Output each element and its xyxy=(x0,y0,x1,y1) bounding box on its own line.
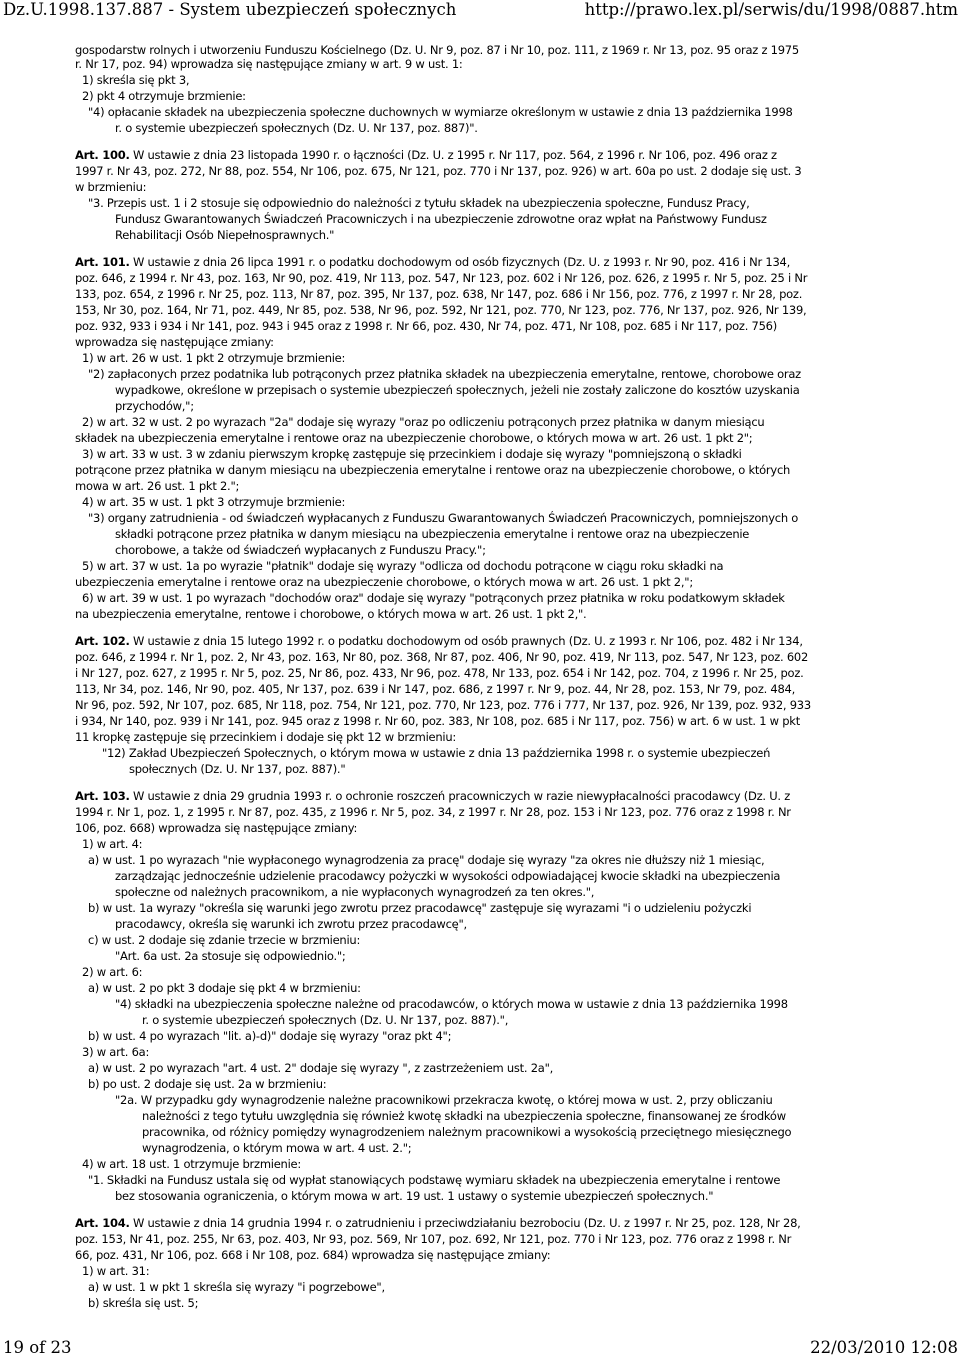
line-text: b) skreśla się ust. 5; xyxy=(88,1296,199,1310)
article-heading-line xyxy=(75,1216,801,1230)
body-text-line xyxy=(142,1125,791,1139)
line-text: chorobowe, a także od świadczeń wypłacanych z Funduszu Pracy."; xyxy=(115,543,486,557)
line-text: potrącone przez płatnika w danym miesiącu na ubezpieczenia emerytalne i rentowe oraz na ubezpieczenie chorobowe, o których xyxy=(75,463,791,477)
body-text-line xyxy=(75,698,811,712)
line-text: 1) w art. 31: xyxy=(82,1264,150,1278)
line-text: b) w ust. 4 po wyrazach "lit. a)-d)" dodaje się wyrazy "oraz pkt 4"; xyxy=(88,1029,452,1043)
body-text-line xyxy=(88,1029,451,1043)
article-number: Art. 104. xyxy=(75,1216,130,1230)
line-text: zarządzając jednocześnie udzielenie pracodawcy pożyczki w wysokości odpowiadającej kwocie składki na ubezpieczenia xyxy=(115,869,781,883)
article-number: Art. 100. xyxy=(75,148,130,162)
body-text-line xyxy=(75,575,693,589)
line-text: "4) opłacanie składek na ubezpieczenia społeczne duchownych w wymiarze określonym w ustawie z dnia 13 października 1998 xyxy=(88,105,793,119)
body-text-line xyxy=(129,762,345,776)
body-text-line xyxy=(115,949,346,963)
body-text-line xyxy=(88,511,798,525)
body-text-line xyxy=(102,746,770,760)
line-text: "12) Zakład Ubezpieczeń Społecznych, o którym mowa w ustawie z dnia 13 października 1998 r. o systemie ubezpieczeń xyxy=(102,746,771,760)
line-text: 4) w art. 35 w ust. 1 pkt 3 otrzymuje brzmienie: xyxy=(82,495,346,509)
body-text-line xyxy=(115,383,800,397)
body-text-line xyxy=(115,228,334,242)
line-text: "4) składki na ubezpieczenia społeczne należne od pracodawców, o których mowa w ustawie z dnia 13 października 1998 xyxy=(115,997,788,1011)
line-text: a) w ust. 1 w pkt 1 skreśla się wyrazy "i pogrzebowe", xyxy=(88,1280,385,1294)
body-text-line xyxy=(88,1061,553,1075)
line-text: przychodów,"; xyxy=(115,399,194,413)
body-text-line xyxy=(115,885,594,899)
line-text: 2) w art. 6: xyxy=(82,965,143,979)
body-text-line xyxy=(75,666,804,680)
body-text-line xyxy=(75,335,274,349)
body-text-line xyxy=(82,837,142,851)
body-text-line xyxy=(115,869,780,883)
line-text: i Nr 127, poz. 627, z 1995 r. Nr 5, poz. 25, Nr 86, poz. 433, Nr 96, poz. 478, Nr 133, poz. 654 i Nr 142, poz. 704, z 1996 r. Nr 25, poz. xyxy=(75,666,804,680)
line-text: mowa w art. 26 ust. 1 pkt 2."; xyxy=(75,479,240,493)
line-text: 2) pkt 4 otrzymuje brzmienie: xyxy=(82,89,246,103)
body-text-line xyxy=(82,415,764,429)
body-text-line xyxy=(75,1248,550,1262)
line-text: 1) skreśla się pkt 3, xyxy=(82,73,190,87)
line-text: 5) w art. 37 w ust. 1a po wyrazie "płatnik" dodaje się wyrazy "odlicza od dochodu potrącone w ciągu roku składki na xyxy=(82,559,724,573)
body-text-line xyxy=(75,1232,791,1246)
line-text: 133, poz. 654, z 1996 r. Nr 25, poz. 113, Nr 87, poz. 395, Nr 137, poz. 638, Nr 147, poz. 686 i Nr 156, poz. 776, z 1997 r. Nr 28, poz. xyxy=(75,287,803,301)
body-text-line xyxy=(115,543,486,557)
body-text-line xyxy=(142,1109,786,1123)
line-text: W ustawie z dnia 29 grudnia 1993 r. o ochronie roszczeń pracowniczych w razie niewypłacalności pracodawcy (Dz. U. z xyxy=(129,789,790,803)
body-text-line xyxy=(88,196,750,210)
line-text: pracownika, od różnicy pomiędzy wynagrodzeniem należnym pracownikowi a wysokością przeciętnego miesięcznego xyxy=(142,1125,792,1139)
body-text-line xyxy=(75,821,357,835)
line-text: 2) w art. 32 w ust. 2 po wyrazach "2a" dodaje się wyrazy "oraz po odliczeniu potrąconych przez płatnika w danym miesiącu xyxy=(82,415,765,429)
body-text-line xyxy=(75,682,795,696)
line-text: społecznych (Dz. U. Nr 137, poz. 887)." xyxy=(129,762,346,776)
line-text: W ustawie z dnia 23 listopada 1990 r. o łączności (Dz. U. z 1995 r. Nr 117, poz. 564, z 1996 r. Nr 106, poz. 496 oraz z xyxy=(129,148,777,162)
body-text-line xyxy=(75,805,791,819)
line-text: Rehabilitacji Osób Niepełnosprawnych." xyxy=(115,228,335,242)
body-text-line xyxy=(88,367,801,381)
page-counter: 19 of 23 xyxy=(3,1338,72,1357)
body-text-line xyxy=(75,730,456,744)
line-text: 113, Nr 34, poz. 146, Nr 90, poz. 405, Nr 137, poz. 639 i Nr 147, poz. 686, z 1997 r. Nr 9, poz. 44, Nr 28, poz. 153, Nr 79, poz. 484, xyxy=(75,682,796,696)
body-text-line xyxy=(82,591,785,605)
line-text: 1) w art. 4: xyxy=(82,837,143,851)
line-text: W ustawie z dnia 14 grudnia 1994 r. o zatrudnieniu i przeciwdziałaniu bezrobociu (Dz. U. z 1997 r. Nr 25, poz. 128, Nr 28, xyxy=(129,1216,801,1230)
article-heading-line xyxy=(75,789,790,803)
line-text: r. o systemie ubezpieczeń społecznych (Dz. U. Nr 137, poz. 887)". xyxy=(115,121,478,135)
line-text: b) po ust. 2 dodaje się ust. 2a w brzmieniu: xyxy=(88,1077,327,1091)
body-text-line xyxy=(75,479,239,493)
body-text-line xyxy=(75,271,807,285)
body-text-line xyxy=(88,981,361,995)
print-datetime: 22/03/2010 12:08 xyxy=(810,1338,958,1357)
body-text-line xyxy=(75,164,802,178)
article-number: Art. 101. xyxy=(75,255,130,269)
article-heading-line xyxy=(75,148,777,162)
line-text: wypadkowe, określone w przepisach o systemie ubezpieczeń społecznych, jeżeli nie zostały zaliczone do kosztów uzyskania xyxy=(115,383,800,397)
body-text-line xyxy=(115,1093,773,1107)
body-text-line xyxy=(82,1045,149,1059)
body-text-line xyxy=(75,431,752,445)
body-text-line xyxy=(82,1157,301,1171)
body-text-line xyxy=(82,89,246,103)
article-number: Art. 102. xyxy=(75,634,130,648)
line-text: a) w ust. 2 po pkt 3 dodaje się pkt 4 w brzmieniu: xyxy=(88,981,361,995)
article-heading-line xyxy=(75,634,803,648)
body-text-line xyxy=(82,965,142,979)
line-text: gospodarstw rolnych i utworzeniu Funduszu Kościelnego (Dz. U. Nr 9, poz. 87 i Nr 10, poz. 111, z 1969 r. Nr 13, poz. 95 oraz z 1975 xyxy=(75,43,799,57)
line-text: wprowadza się następujące zmiany: xyxy=(75,335,274,349)
body-text-line xyxy=(75,607,586,621)
line-text: składki potrącone przez płatnika w danym miesiącu na ubezpieczenia emerytalne i rentowe oraz na ubezpieczenie xyxy=(115,527,750,541)
line-text: b) w ust. 1a wyrazy "określa się warunki jego zwrotu przez pracodawcę" zastępuje się wyrazami "i o udzieleniu pożyczki xyxy=(88,901,752,915)
body-text-line xyxy=(142,1141,411,1155)
line-text: r. o systemie ubezpieczeń społecznych (Dz. U. Nr 137, poz. 887).", xyxy=(142,1013,509,1027)
body-text-line xyxy=(115,527,749,541)
line-text: "3) organy zatrudnienia - od świadczeń wypłacanych z Funduszu Gwarantowanych Świadczeń Pracowniczych, pomniejszonych o xyxy=(88,511,799,525)
line-text: należności z tego tytułu uwzględnia się również kwotę składki na ubezpieczenia społeczne, finansowanej ze środków xyxy=(142,1109,786,1123)
body-text-line xyxy=(142,1013,508,1027)
line-text: w brzmieniu: xyxy=(75,180,147,194)
body-text-line xyxy=(115,917,467,931)
line-text: W ustawie z dnia 26 lipca 1991 r. o podatku dochodowym od osób fizycznych (Dz. U. z 1993 r. Nr 90, poz. 416 i Nr 134, xyxy=(129,255,791,269)
body-text-line xyxy=(115,399,194,413)
line-text: "3. Przepis ust. 1 i 2 stosuje się odpowiednio do należności z tytułu składek na ubezpieczenia społeczne, Fundusz Pracy, xyxy=(88,196,750,210)
line-text: 153, Nr 30, poz. 164, Nr 71, poz. 449, Nr 85, poz. 538, Nr 96, poz. 592, Nr 121, poz. 770, Nr 123, poz. 776, Nr 137, poz. 926, Nr 139, xyxy=(75,303,807,317)
line-text: 1997 r. Nr 43, poz. 272, Nr 88, poz. 554, Nr 106, poz. 675, Nr 121, poz. 770 i Nr 137, poz. 926) w art. 60a po ust. 2 dodaje się ust. 3 xyxy=(75,164,802,178)
line-text: 3) w art. 33 w ust. 3 w zdaniu pierwszym kropkę zastępuje się przecinkiem i dodaje się wyrazy "pomniejszoną o składki xyxy=(82,447,742,461)
line-text: bez stosowania ograniczenia, o którym mowa w art. 19 ust. 1 ustawy o systemie ubezpieczeń społecznych." xyxy=(115,1189,714,1203)
line-text: "2a. W przypadku gdy wynagrodzenie należne pracownikowi przekracza kwotę, o której mowa w ust. 2, przy obliczaniu xyxy=(115,1093,773,1107)
body-text-line xyxy=(88,933,360,947)
line-text: "Art. 6a ust. 2a stosuje się odpowiednio."; xyxy=(115,949,346,963)
body-text-line xyxy=(75,303,806,317)
body-text-line xyxy=(75,650,808,664)
body-text-line xyxy=(88,105,793,119)
body-text-line xyxy=(75,180,146,194)
document-url: http://prawo.lex.pl/serwis/du/1998/0887.htm xyxy=(584,0,958,19)
line-text: a) w ust. 2 po wyrazach "art. 4 ust. 2" dodaje się wyrazy ", z zastrzeżeniem ust. 2a", xyxy=(88,1061,554,1075)
body-text-line xyxy=(75,287,802,301)
article-heading-line xyxy=(75,255,790,269)
body-text-line xyxy=(82,351,345,365)
line-text: społeczne od należnych pracownikom, a nie wypłaconych wynagrodzeń za ten okres.", xyxy=(115,885,595,899)
line-text: c) w ust. 2 dodaje się zdanie trzecie w brzmieniu: xyxy=(88,933,361,947)
line-text: 11 kropkę zastępuje się przecinkiem i dodaje się pkt 12 w brzmieniu: xyxy=(75,730,457,744)
line-text: i 934, Nr 140, poz. 939 i Nr 141, poz. 945 oraz z 1998 r. Nr 60, poz. 383, Nr 108, poz. 685 i Nr 117, poz. 756) w art. 6 w ust. 1 w pkt xyxy=(75,714,800,728)
body-text-line xyxy=(75,319,777,333)
body-text-line xyxy=(75,57,463,71)
line-text: poz. 646, z 1994 r. Nr 1, poz. 2, Nr 43, poz. 163, Nr 80, poz. 368, Nr 87, poz. 406, Nr 90, poz. 419, Nr 113, poz. 547, Nr 123, poz. 602 xyxy=(75,650,809,664)
line-text: pracodawcy, określa się warunki ich zwrotu przez pracodawcę", xyxy=(115,917,467,931)
body-text-line xyxy=(88,1077,326,1091)
body-text-line xyxy=(75,714,800,728)
line-text: 4) w art. 18 ust. 1 otrzymuje brzmienie: xyxy=(82,1157,301,1171)
article-number: Art. 103. xyxy=(75,789,130,803)
body-text-line xyxy=(115,212,767,226)
line-text: wynagrodzenia, o którym mowa w art. 4 ust. 2."; xyxy=(142,1141,412,1155)
line-text: "2) zapłaconych przez podatnika lub potrąconych przez płatnika składek na ubezpieczenia emerytalne, rentowe, chorobowe oraz xyxy=(88,367,801,381)
body-text-line xyxy=(82,447,742,461)
line-text: 1994 r. Nr 1, poz. 1, z 1995 r. Nr 87, poz. 435, z 1996 r. Nr 5, poz. 34, z 1997 r. Nr 28, poz. 153 i Nr 123, poz. 776 oraz z 1998 r. Nr xyxy=(75,805,791,819)
line-text: a) w ust. 1 po wyrazach "nie wypłaconego wynagrodzenia za pracę" dodaje się wyrazy "za okres nie dłuższy niż 1 miesiąc, xyxy=(88,853,765,867)
body-text-line xyxy=(82,1264,149,1278)
line-text: 66, poz. 431, Nr 106, poz. 668 i Nr 108, poz. 684) wprowadza się następujące zmiany: xyxy=(75,1248,551,1262)
body-text-line xyxy=(115,121,478,135)
line-text: poz. 153, Nr 41, poz. 255, Nr 63, poz. 403, Nr 93, poz. 569, Nr 107, poz. 692, Nr 121, poz. 770 i Nr 123, poz. 776 oraz z 1998 r. Nr xyxy=(75,1232,792,1246)
line-text: na ubezpieczenia emerytalne, rentowe i chorobowe, o których mowa w art. 26 ust. 1 pkt 2,". xyxy=(75,607,587,621)
line-text: Fundusz Gwarantowanych Świadczeń Pracowniczych i na ubezpieczenie zdrowotne oraz wpłat na Państwowy Fundusz xyxy=(115,212,767,226)
line-text: W ustawie z dnia 15 lutego 1992 r. o podatku dochodowym od osób prawnych (Dz. U. z 1993 r. Nr 106, poz. 482 i Nr 134, xyxy=(129,634,803,648)
body-text-line xyxy=(75,463,790,477)
line-text: ubezpieczenia emerytalne i rentowe oraz na ubezpieczenie chorobowe, o których mowa w art. 26 ust. 1 pkt 2,"; xyxy=(75,575,693,589)
body-text-line xyxy=(82,559,723,573)
line-text: poz. 932, 933 i 934 i Nr 141, poz. 943 i 945 oraz z 1998 r. Nr 66, poz. 430, Nr 74, poz. 471, Nr 108, poz. 685 i Nr 117, poz. 756) xyxy=(75,319,777,333)
line-text: 106, poz. 668) wprowadza się następujące zmiany: xyxy=(75,821,358,835)
line-text: składek na ubezpieczenia emerytalne i rentowe oraz na ubezpieczenie chorobowe, o których mowa w art. 26 ust. 1 pkt 2"; xyxy=(75,431,753,445)
document-title: Dz.U.1998.137.887 - System ubezpieczeń społecznych xyxy=(3,0,457,19)
body-text-line xyxy=(82,73,189,87)
body-text-line xyxy=(115,997,788,1011)
line-text: poz. 646, z 1994 r. Nr 43, poz. 163, Nr 90, poz. 419, Nr 113, poz. 547, Nr 123, poz. 602 i Nr 126, poz. 626, z 1995 r. Nr 5, poz. 25 i Nr xyxy=(75,271,808,285)
body-text-line xyxy=(88,1296,198,1310)
body-text-line xyxy=(82,495,345,509)
body-text-line xyxy=(75,43,799,57)
line-text: 3) w art. 6a: xyxy=(82,1045,150,1059)
line-text: Nr 96, poz. 592, Nr 107, poz. 685, Nr 118, poz. 754, Nr 121, poz. 770, Nr 123, poz. 776 i 777, Nr 137, poz. 926, Nr 139, poz. 932, 933 xyxy=(75,698,811,712)
body-text-line xyxy=(88,1280,385,1294)
body-text-line xyxy=(88,1173,780,1187)
line-text: 1) w art. 26 w ust. 1 pkt 2 otrzymuje brzmienie: xyxy=(82,351,346,365)
body-text-line xyxy=(115,1189,713,1203)
line-text: 6) w art. 39 w ust. 1 po wyrazach "dochodów oraz" dodaje się wyrazy "potrąconych przez płatnika w roku podatkowym składek xyxy=(82,591,785,605)
body-text-line xyxy=(88,853,764,867)
line-text: "1. Składki na Fundusz ustala się od wypłat stanowiących podstawę wymiaru składek na ubezpieczenia emerytalne i rentowe xyxy=(88,1173,781,1187)
line-text: r. Nr 17, poz. 94) wprowadza się następujące zmiany w art. 9 w ust. 1: xyxy=(75,57,463,71)
body-text-line xyxy=(88,901,751,915)
